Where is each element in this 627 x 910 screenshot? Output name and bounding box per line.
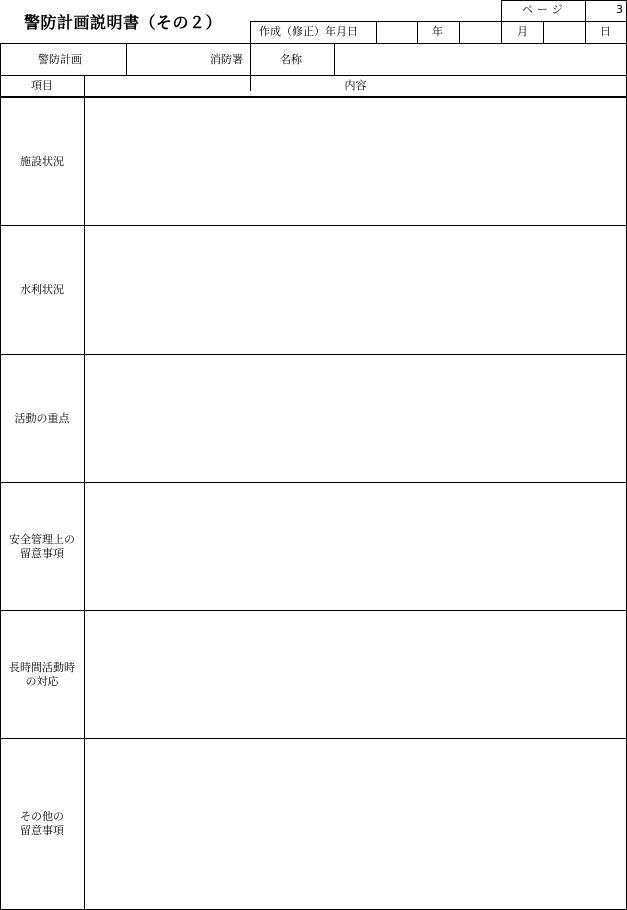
name-label: 名称 bbox=[280, 53, 302, 66]
content-cell-facility[interactable] bbox=[85, 98, 626, 225]
grid-line bbox=[585, 21, 586, 44]
row-label-other-line2: 留意事項 bbox=[20, 824, 64, 837]
grid-line bbox=[417, 21, 418, 44]
date-label: 作成（修正）年月日 bbox=[259, 25, 358, 38]
row-label-water: 水利状況 bbox=[20, 283, 64, 296]
row-label-other bbox=[0, 739, 84, 909]
content-cell-safety[interactable] bbox=[85, 483, 626, 610]
content-cell-other[interactable] bbox=[85, 739, 626, 909]
row-label-other-line1: その他の bbox=[20, 810, 64, 823]
content-cell-long-duration[interactable] bbox=[85, 611, 626, 738]
row-label-long-duration bbox=[0, 611, 84, 738]
row-label-safety bbox=[0, 483, 84, 610]
month-label: 月 bbox=[517, 25, 528, 38]
content-cell-water[interactable] bbox=[85, 226, 626, 354]
document-title: 警防計画説明書（その２） bbox=[24, 13, 223, 32]
column-header-content: 内容 bbox=[344, 79, 367, 92]
grid-line bbox=[501, 0, 502, 22]
content-cell-priority[interactable] bbox=[85, 355, 626, 482]
page-number: 3 bbox=[616, 3, 623, 16]
day-label: 日 bbox=[600, 25, 611, 38]
station-field[interactable] bbox=[127, 44, 207, 75]
row-label-safety-line1: 安全管理上の bbox=[9, 532, 75, 546]
row-label-priority: 活動の重点 bbox=[14, 411, 70, 425]
grid-line bbox=[501, 0, 627, 1]
year-field[interactable] bbox=[377, 22, 417, 43]
row-label-safety-line2: 留意事項 bbox=[20, 546, 64, 560]
name-field[interactable] bbox=[335, 44, 626, 75]
grid-line bbox=[585, 0, 586, 22]
page-label: ページ bbox=[522, 3, 567, 16]
month-field[interactable] bbox=[460, 22, 501, 43]
station-label: 消防署 bbox=[210, 53, 243, 66]
row-label-long-duration-line2: の対応 bbox=[25, 674, 59, 688]
day-field[interactable] bbox=[544, 22, 585, 43]
row-label-long-duration-line1: 長時間活動時 bbox=[9, 660, 75, 674]
year-label: 年 bbox=[432, 25, 443, 38]
column-header-item: 項目 bbox=[31, 79, 53, 92]
grid-line bbox=[501, 21, 502, 44]
row-label-facility: 施設状況 bbox=[20, 154, 64, 168]
plan-label: 警防計画 bbox=[38, 53, 82, 66]
